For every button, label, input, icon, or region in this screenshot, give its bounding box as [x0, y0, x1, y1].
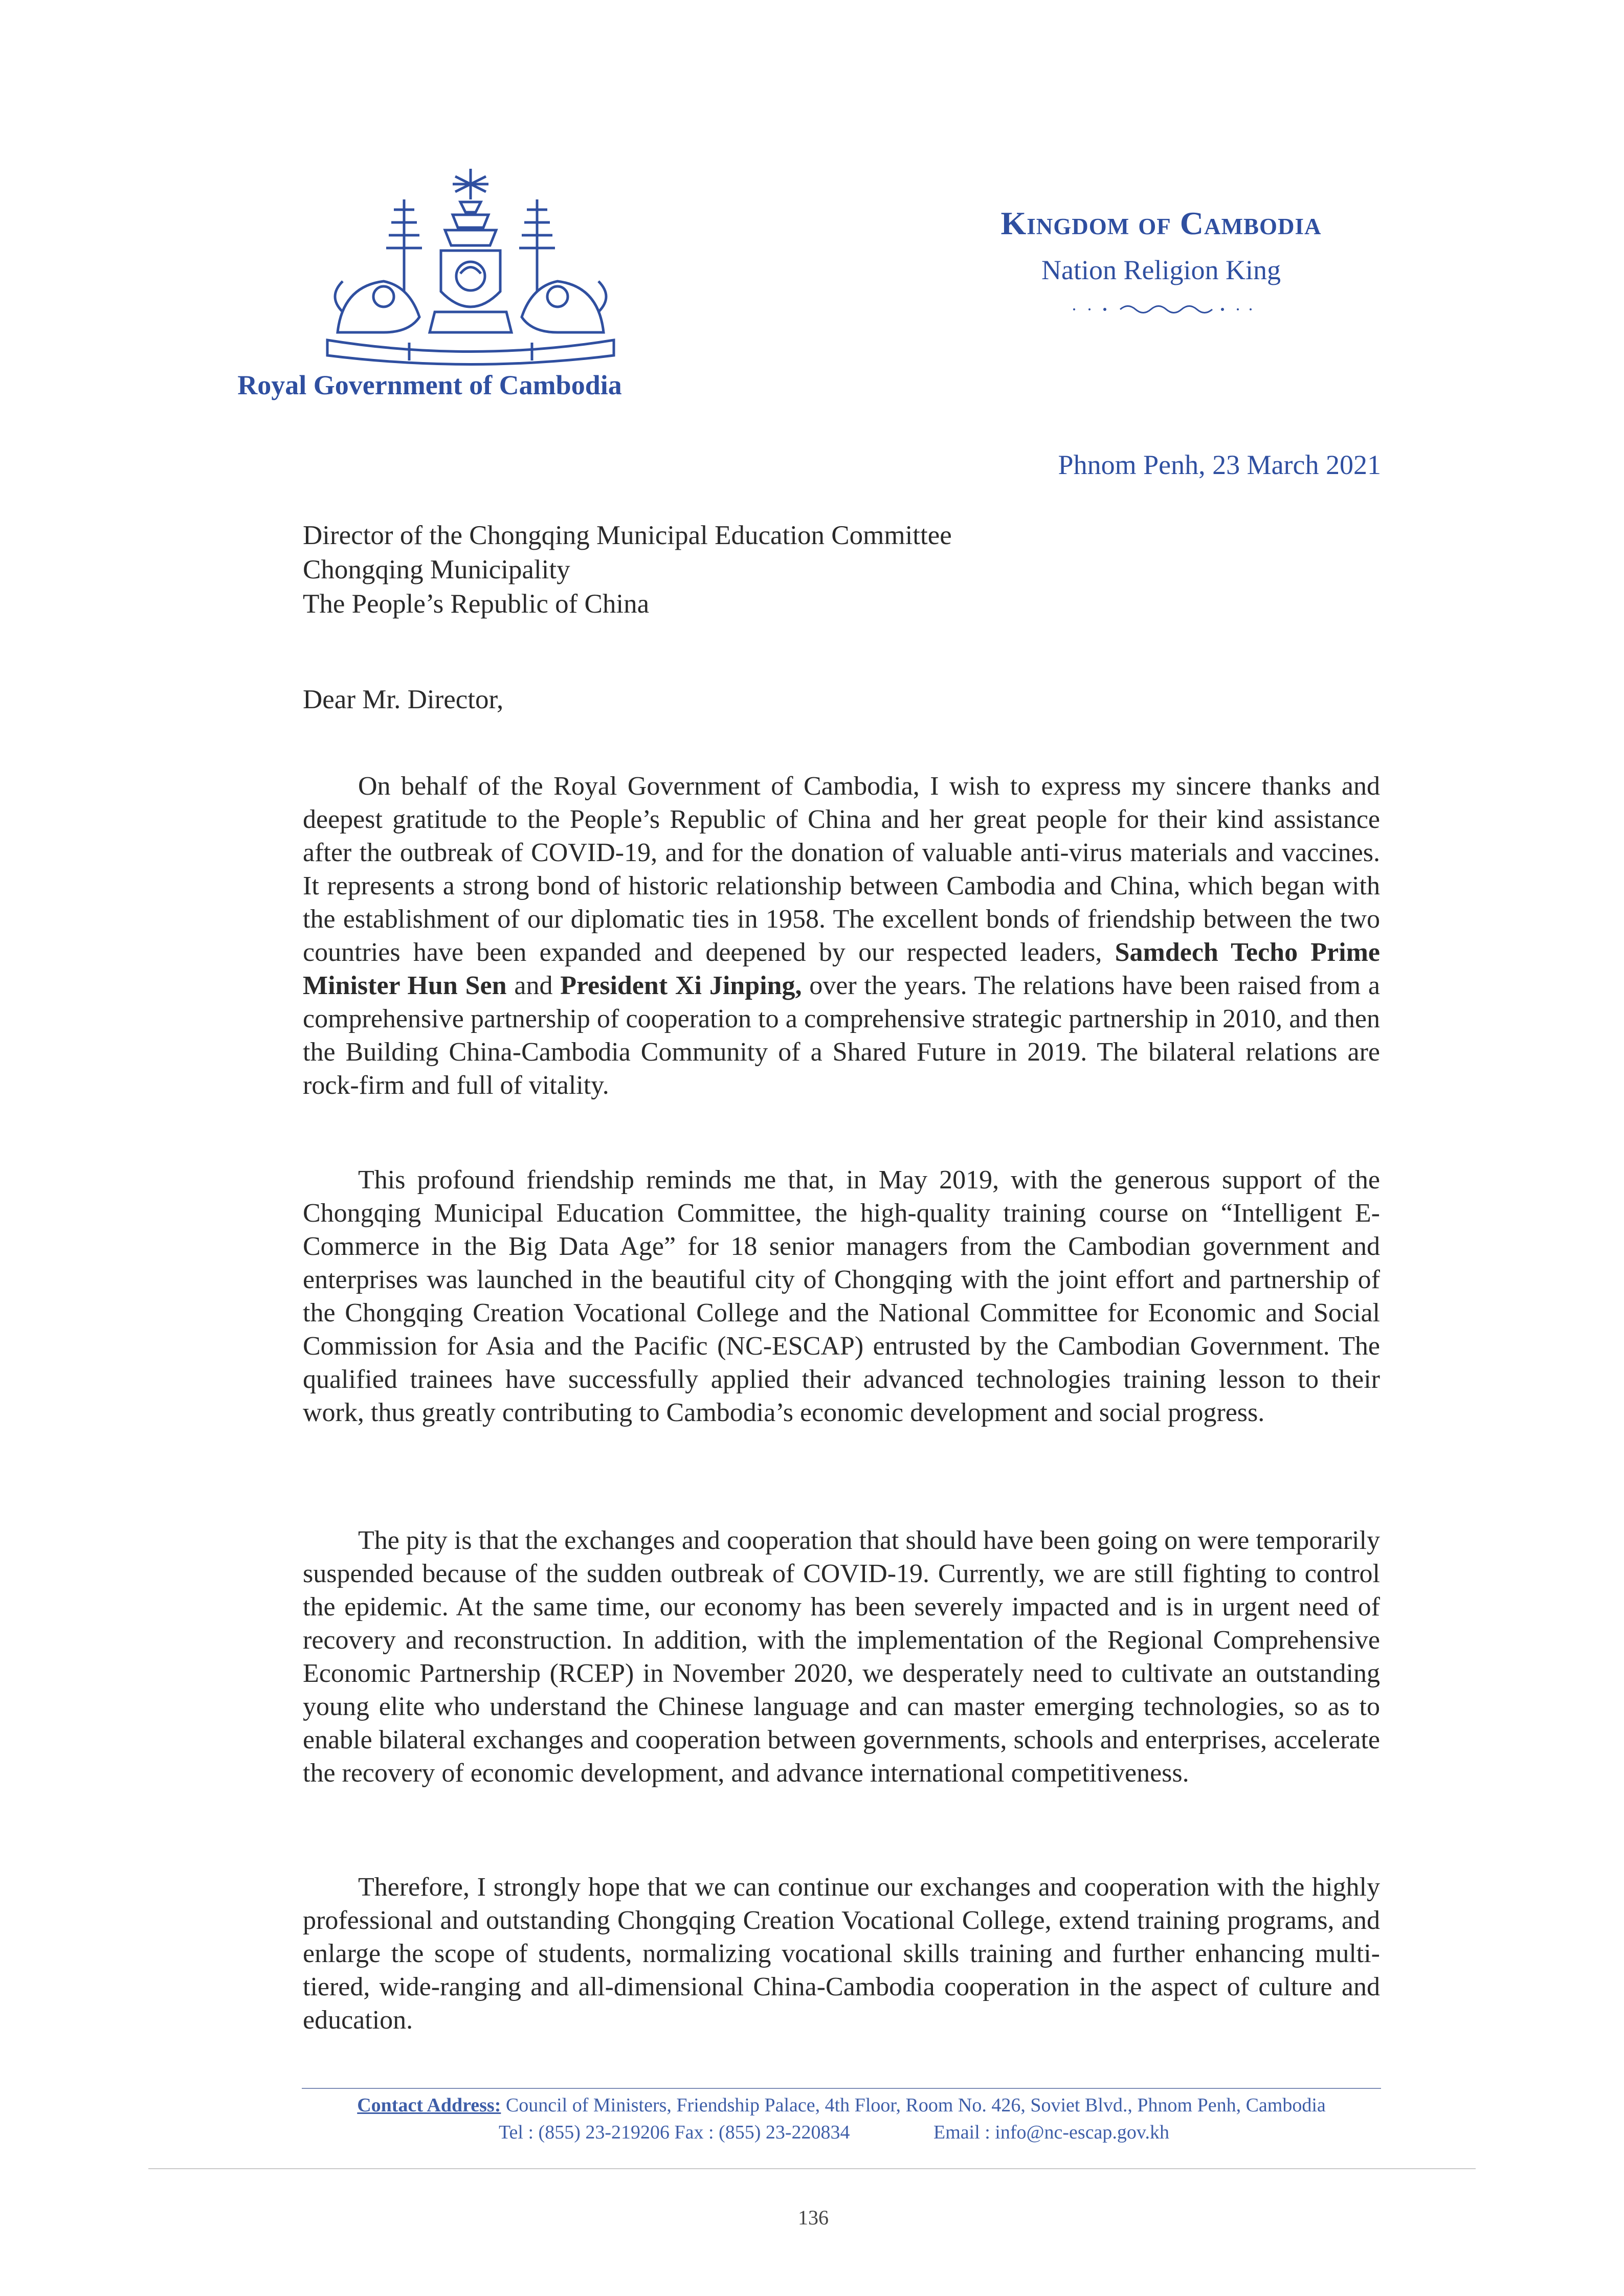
addressee-block: [303, 519, 1275, 621]
contact-label: Contact Address:: [357, 2095, 501, 2116]
paragraph-text: and: [506, 971, 561, 1000]
kingdom-title-text: Kingdom of Cambodia: [1000, 205, 1322, 241]
body-paragraph-3: The pity is that the exchanges and cooperation that should have been going on were temporarily suspended because of the sudden outbreak of COVID-19. Currently, we are still fighting to control the epidemic. At the same time, our economy has been severely impacted and is in urgent need of recovery and reconstruction. In addition, with the implementation of the Regional Comprehensive Economic Partnership (RCEP) in November 2020, we desperately need to cultivate an outstanding young elite who understand the Chinese language and can master emerging technologies, so as to enable bilateral exchanges and cooperation between governments, schools and enterprises, accelerate the recovery of economic development, and advance international competitiveness.: [303, 1526, 1380, 1788]
addressee-line: Chongqing Municipality: [303, 555, 570, 584]
paragraph-text: over the years. The relations have been raised from a comprehensive partnership of cooperation to a comprehensive strategic partnership in 2010, and then the Building China-Cambodia Community of a Shared Future in 2019. The bilateral relations are rock-firm and full of vitality.: [303, 971, 1380, 1100]
tel-fax: Tel : (855) 23-219206 Fax : (855) 23-220834: [499, 2122, 850, 2143]
email: Email : info@nc-escap.gov.kh: [933, 2122, 1169, 2143]
ornament-divider-icon: [1064, 302, 1258, 317]
body-paragraph-2: This profound friendship reminds me that, in May 2019, with the generous support of the Chongqing Municipal Education Committee, the high-quality training course on “Intelligent E-Commerce in the Big Data Age” for 18 senior managers from the Cambodian government and enterprises was launched in the beautiful city of Chongqing with the joint effort and partnership of the Chongqing Creation Vocational College and the National Committee for Economic and Social Commission for Asia and the Pacific (NC-ESCAP) entrusted by the Cambodian Government. The qualified trainees have successfully applied their advanced technologies training lesson to their work, thus greatly contributing to Cambodia’s economic development and social progress.: [303, 1165, 1380, 1427]
page-number: 136: [798, 2206, 829, 2229]
national-motto: Nation Religion King: [1041, 255, 1281, 285]
paragraph-text: On behalf of the Royal Government of Cambodia, I wish to express my sincere thanks and deepest gratitude to the People’s Republic of China and her great people for their kind assistance after the outbreak of COVID-19, and for the donation of valuable anti-virus materials and vaccines. It represents a strong bond of historic relationship between Cambodia and China, which began with the establishment of our diplomatic ties in 1958. The excellent bonds of friendship between the two countries have been expanded and deepened by our respected leaders,: [303, 772, 1380, 967]
addressee-line: The People’s Republic of China: [303, 589, 650, 619]
footer-divider: [302, 2088, 1381, 2089]
leader-name: President Xi Jinping,: [560, 971, 802, 1000]
contact-address-text: Council of Ministers, Friendship Palace, 4th Floor, Room No. 426, Soviet Blvd., Phnom Penh, Cambodia: [501, 2095, 1326, 2116]
letter-date: Phnom Penh, 23 March 2021: [1058, 449, 1381, 480]
salutation: Dear Mr. Director,: [303, 685, 504, 714]
body-paragraph-4: Therefore, I strongly hope that we can continue our exchanges and cooperation with the highly professional and outstanding Chongqing Creation Vocational College, extend training programs, and enlarge the scope of students, normalizing vocational skills training and further enhancing multi-tiered, wide-ranging and all-dimensional China-Cambodia cooperation in the aspect of culture and education.: [303, 1873, 1380, 2035]
page-divider: [148, 2168, 1476, 2169]
addressee-line: Director of the Chongqing Municipal Education Committee: [303, 521, 952, 550]
contact-address: [302, 2094, 1381, 2117]
body-paragraph-1: [303, 770, 1380, 1102]
kingdom-title: [916, 205, 1407, 242]
leader-name: Samdech Techo Prime Minister Hun Sen: [303, 938, 1380, 1000]
government-name: Royal Government of Cambodia: [237, 370, 622, 400]
royal-arms-icon: [307, 164, 634, 368]
